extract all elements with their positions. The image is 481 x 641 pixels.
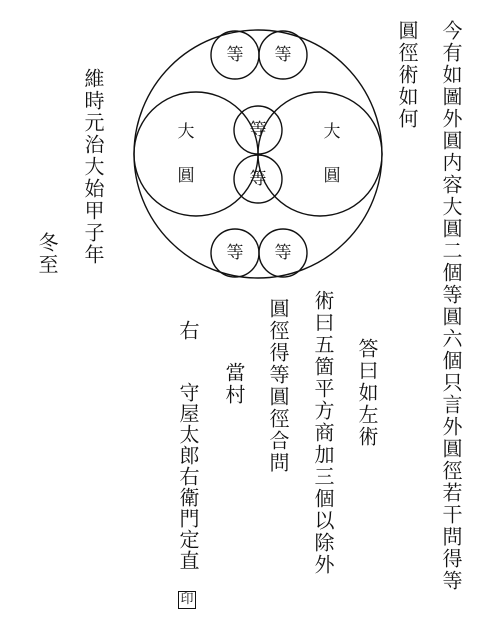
large-circle-left-label-top: 大 xyxy=(177,122,195,142)
problem-line-1: 今有如圖外圓内容大圓二個等圓六個只言外圓徑若干問得等 xyxy=(439,20,463,592)
answer-line-1: 答曰如左術 xyxy=(355,338,379,448)
equal-circle-label: 等 xyxy=(226,45,244,65)
large-circle-right-label-top: 大 xyxy=(323,122,341,142)
date-era: 維時元治大始甲子年 xyxy=(81,68,105,266)
answer-line-2: 術曰五箇平方商加三個以除外 xyxy=(311,290,335,576)
author-seal: 印 xyxy=(178,591,196,609)
author-right: 右 xyxy=(176,320,200,342)
author-village: 當村 xyxy=(222,362,246,406)
equal-circle-label: 等 xyxy=(226,243,244,263)
equal-circle-label: 等 xyxy=(274,243,292,263)
equal-circle-label: 等 xyxy=(274,45,292,65)
large-circle-left xyxy=(134,92,258,216)
problem-line-2: 圓徑術如何 xyxy=(395,20,419,130)
large-circle-right-label-bottom: 圓 xyxy=(323,166,341,186)
date-season: 冬至 xyxy=(35,232,59,276)
equal-circle-label: 等 xyxy=(249,169,267,189)
answer-line-3: 圓徑得等圓徑合問 xyxy=(266,298,290,474)
large-circle-left-label-bottom: 圓 xyxy=(177,166,195,186)
equal-circle-label: 等 xyxy=(249,120,267,140)
author-name: 守屋太郎右衛門定直 xyxy=(176,382,200,571)
large-circle-right xyxy=(258,92,382,216)
